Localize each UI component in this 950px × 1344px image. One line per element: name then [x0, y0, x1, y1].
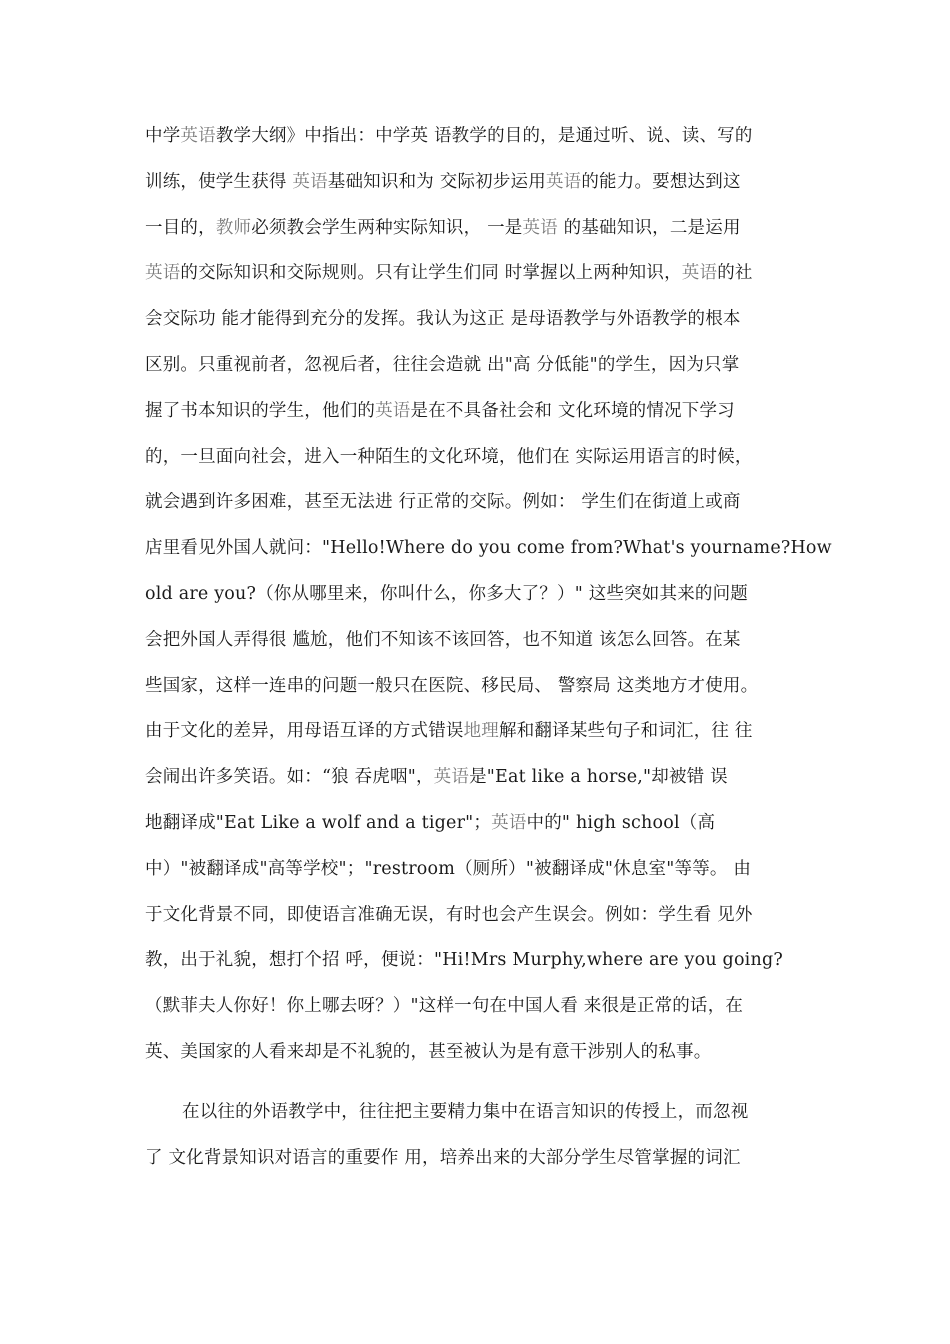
paragraph-1-line	[145, 351, 810, 379]
keyword-run: 英语	[522, 217, 558, 238]
paragraph-1-line	[145, 397, 810, 425]
text-run: 中学	[145, 126, 181, 146]
keyword-run: 英语	[491, 813, 527, 833]
text-run: 于文化背景不同，即使语言准确无误，有时也会产生误会。例如：学生看 见外	[145, 904, 753, 925]
paragraph-1-line	[145, 672, 810, 700]
paragraph-1-line	[145, 1038, 810, 1066]
text-run: 握了书本知识的学生，他们的	[145, 400, 376, 421]
text-run: 会闹出许多笑语。如：“狼 吞虎咽"，	[145, 767, 434, 788]
paragraph-1-line	[145, 122, 810, 150]
text-run: old are you?（你从哪里来，你叫什么，你多大了？）" 这些突如其来的问题	[145, 584, 749, 604]
paragraph-1-line	[145, 534, 832, 562]
text-run: 英、美国家的人看来却是不礼貌的，甚至被认为是有意干涉别人的私事。	[145, 1042, 712, 1062]
text-run: 必须教会学生两种实际知识， 一是	[251, 217, 523, 238]
text-run: 训练，使学生获得	[145, 171, 293, 192]
keyword-run: 英语	[375, 400, 411, 421]
paragraph-1-line	[145, 855, 810, 883]
text-run: 的基础知识，二是运用	[557, 217, 741, 238]
text-run: 地翻译成"Eat Like a wolf and a tiger"；	[145, 813, 492, 833]
keyword-run: 英语	[145, 263, 181, 284]
text-run: 教学大纲》中指出：中学英 语教学的目的，是通过听、说、读、写的	[215, 126, 753, 146]
paragraph-1-line	[145, 763, 810, 791]
text-run: 就会遇到许多困难，甚至无法进 行正常的交际。例如： 学生们在街道上或商	[145, 492, 741, 513]
paragraph-1-line	[145, 214, 810, 242]
text-run: （默菲夫人你好！你上哪去呀？）"这样一句在中国人看 来很是正常的话，在	[145, 996, 744, 1017]
text-run: 店里看见外国人就问："Hello!Where do you come from?What's yourname?How	[145, 538, 832, 559]
paragraph-1-line	[145, 946, 810, 974]
text-run: 的能力。要想达到这	[581, 171, 741, 192]
text-run: 是"Eat like a horse,"却被错 误	[469, 767, 728, 788]
paragraph-2-line	[145, 1144, 810, 1172]
text-run: 区别。只重视前者，忽视后者，往往会造就 出"高 分低能"的学生，因为只掌	[145, 355, 740, 375]
paragraph-1-line	[145, 626, 810, 654]
keyword-run: 教师	[215, 217, 252, 238]
text-run: 的，一旦面向社会，进入一种陌生的文化环境，他们在 实际运用语言的时候，	[145, 446, 753, 467]
keyword-run: 英语	[292, 171, 328, 192]
paragraph-1-line	[145, 443, 810, 471]
text-run: 的社	[717, 263, 753, 284]
keyword-run: 英语	[545, 171, 582, 192]
text-run: 会交际功 能才能得到充分的发挥。我认为这正 是母语教学与外语教学的根本	[145, 309, 741, 330]
keyword-run: 英语	[681, 263, 718, 284]
keyword-run: 地理	[463, 721, 500, 742]
paragraph-1-line	[145, 901, 810, 929]
paragraph-1-line	[145, 580, 810, 608]
text-run: 一目的，	[145, 217, 216, 238]
paragraph-1-line	[145, 809, 810, 837]
paragraph-1-line	[145, 992, 810, 1020]
text-run: 中的" high school（高	[526, 813, 716, 833]
paragraph-1-line	[145, 259, 810, 287]
text-run: 些国家，这样一连串的问题一般只在医院、移民局、 警察局 这类地方才使用。	[145, 675, 759, 696]
text-run: 是在不具备社会和 文化环境的情况下学习	[410, 400, 735, 421]
paragraph-2-line	[182, 1098, 810, 1126]
paragraph-1-line	[145, 488, 810, 516]
paragraph-1-line	[145, 717, 810, 745]
text-run: 解和翻译某些句子和词汇，往 往	[499, 721, 753, 742]
text-run: 中）"被翻译成"高等学校"；"restroom（厕所）"被翻译成"休息室"等等。 由	[145, 858, 752, 879]
text-run: 教，出于礼貌，想打个招 呼，便说："Hi!Mrs Murphy,where are you going?	[145, 950, 783, 971]
text-run: 基础知识和为 交际初步运用	[327, 171, 546, 192]
text-run: 会把外国人弄得很 尴尬，他们不知该不该回答，也不知道 该怎么回答。在某	[145, 629, 741, 650]
text-run: 了 文化背景知识对语言的重要作 用，培养出来的大部分学生尽管掌握的词汇	[145, 1147, 741, 1168]
paragraph-1-line	[145, 168, 810, 196]
text-run: 的交际知识和交际规则。只有让学生们同 时掌握以上两种知识，	[180, 263, 682, 284]
text-run: 在以往的外语教学中，往往把主要精力集中在语言知识的传授上，而忽视	[182, 1102, 749, 1122]
paragraph-1-line	[145, 305, 810, 333]
keyword-run: 英语	[180, 126, 216, 146]
text-run: 由于文化的差异，用母语互译的方式错误	[145, 721, 464, 742]
keyword-run: 英语	[433, 767, 470, 788]
